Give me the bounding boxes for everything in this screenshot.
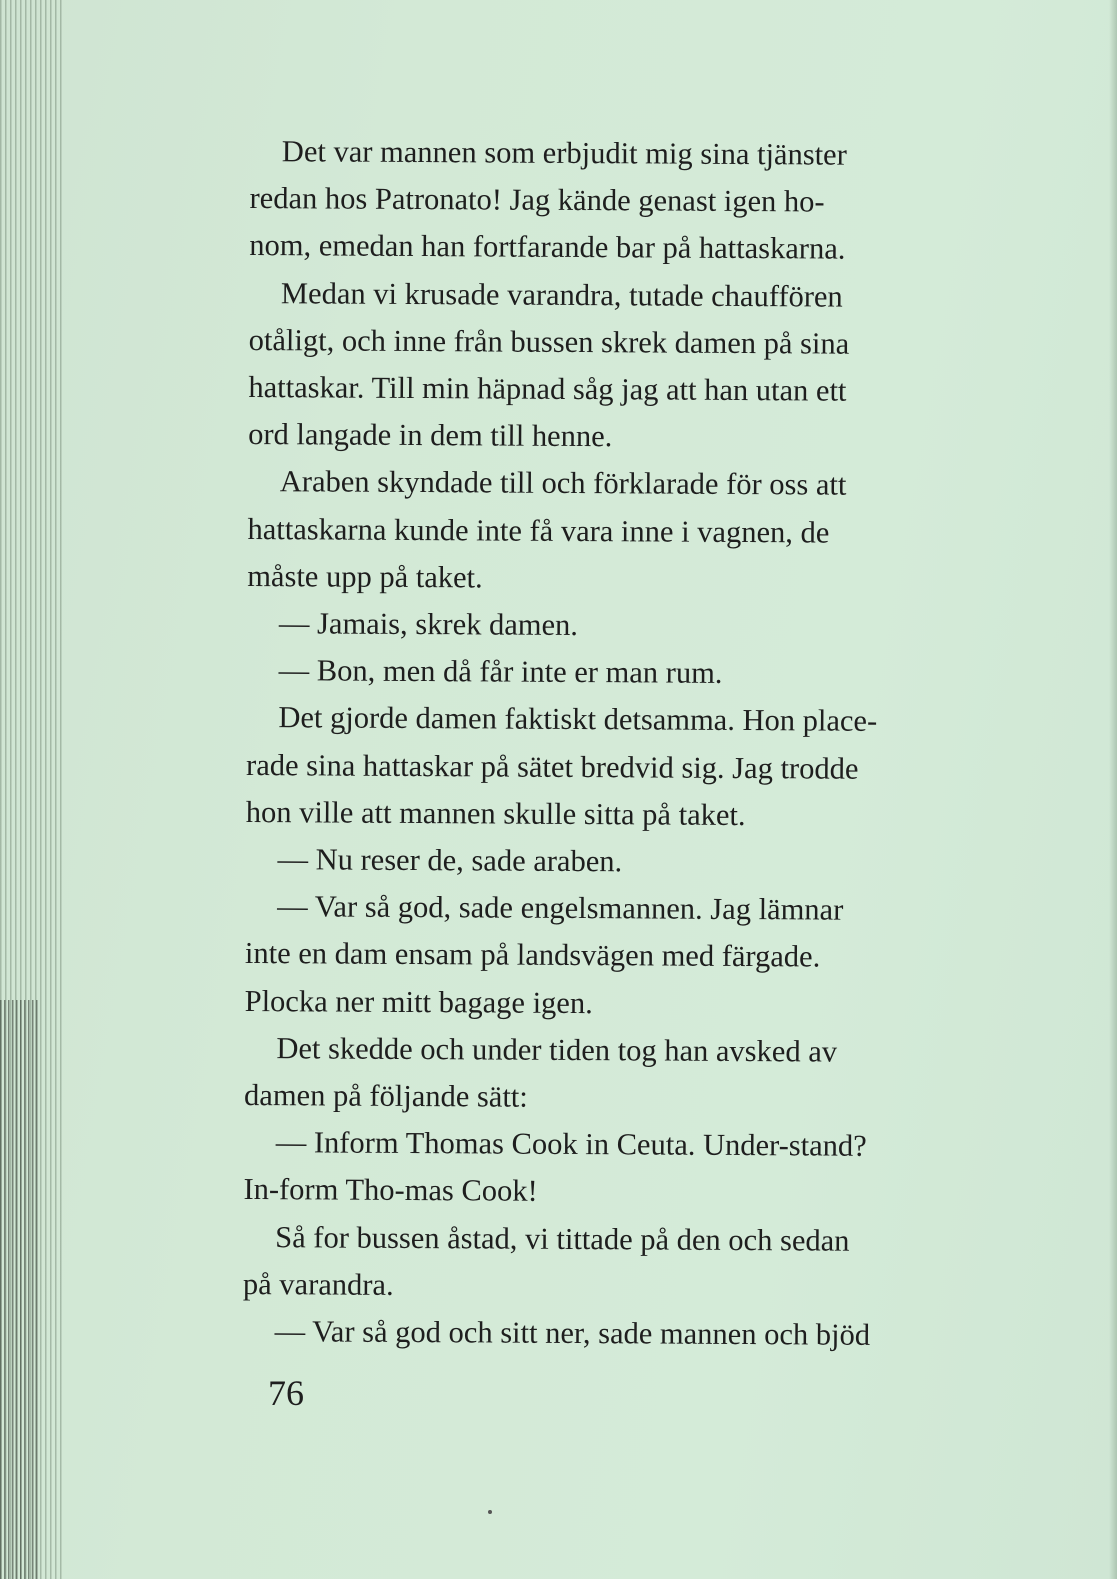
text-line: damen på följande sätt: <box>243 1078 528 1114</box>
text-line: Så for bussen åstad, vi tittade på den och sedan <box>275 1219 850 1258</box>
page-edge-right <box>1109 0 1117 1579</box>
page-edges-left-lower <box>0 1000 40 1579</box>
text-line: inte en dam ensam på landsvägen med färgade. <box>244 936 821 974</box>
text-line: Det gjorde damen faktiskt detsamma. Hon place- <box>278 700 878 739</box>
text-line: redan hos Patronato! Jag kände genast igen ho- <box>249 181 825 219</box>
text-line: — Jamais, skrek damen. <box>278 606 579 643</box>
text-line: — Inform Thomas Cook in Ceuta. Under-stand? <box>275 1125 867 1164</box>
text-line: — Var så god, sade engelsmannen. Jag lämnar <box>277 889 844 927</box>
text-line: rade sina hattaskar på sätet bredvid sig. Jag trodde <box>246 747 859 786</box>
text-line: på varandra. <box>242 1266 394 1302</box>
text-line: Det var mannen som erbjudit mig sina tjänster <box>281 134 847 172</box>
text-line: ord langade in dem till henne. <box>248 417 613 454</box>
text-line: otåligt, och inne från bussen skrek damen på sina <box>248 322 850 361</box>
text-line: hattaskarna kunde inte få vara inne i vagnen, de <box>247 511 830 550</box>
page-number: 76 <box>268 1373 304 1413</box>
text-line: — Var så god och sitt ner, sade mannen och bjöd <box>274 1314 871 1352</box>
paper-speck <box>488 1510 492 1514</box>
text-line: hon ville att mannen skulle sitta på taket. <box>245 794 746 832</box>
text-line: Araben skyndade till och förklarade för oss att <box>279 464 847 503</box>
text-line: — Nu reser de, sade araben. <box>277 842 623 879</box>
text-line: nom, emedan han fortfarande bar på hattaskarna. <box>249 228 846 267</box>
text-line: måste upp på taket. <box>247 558 483 595</box>
text-line: Medan vi krusade varandra, tutade chauffören <box>280 275 843 314</box>
text-line: Plocka ner mitt bagage igen. <box>244 983 593 1020</box>
text-line: Det skedde och under tiden tog han avsked av <box>276 1031 838 1069</box>
body-text <box>243 128 980 1360</box>
text-line: hattaskar. Till min häpnad såg jag att han utan ett <box>248 370 847 408</box>
text-line: — Bon, men då får inte er man rum. <box>278 653 723 691</box>
text-line: In-form Tho-mas Cook! <box>243 1172 538 1209</box>
